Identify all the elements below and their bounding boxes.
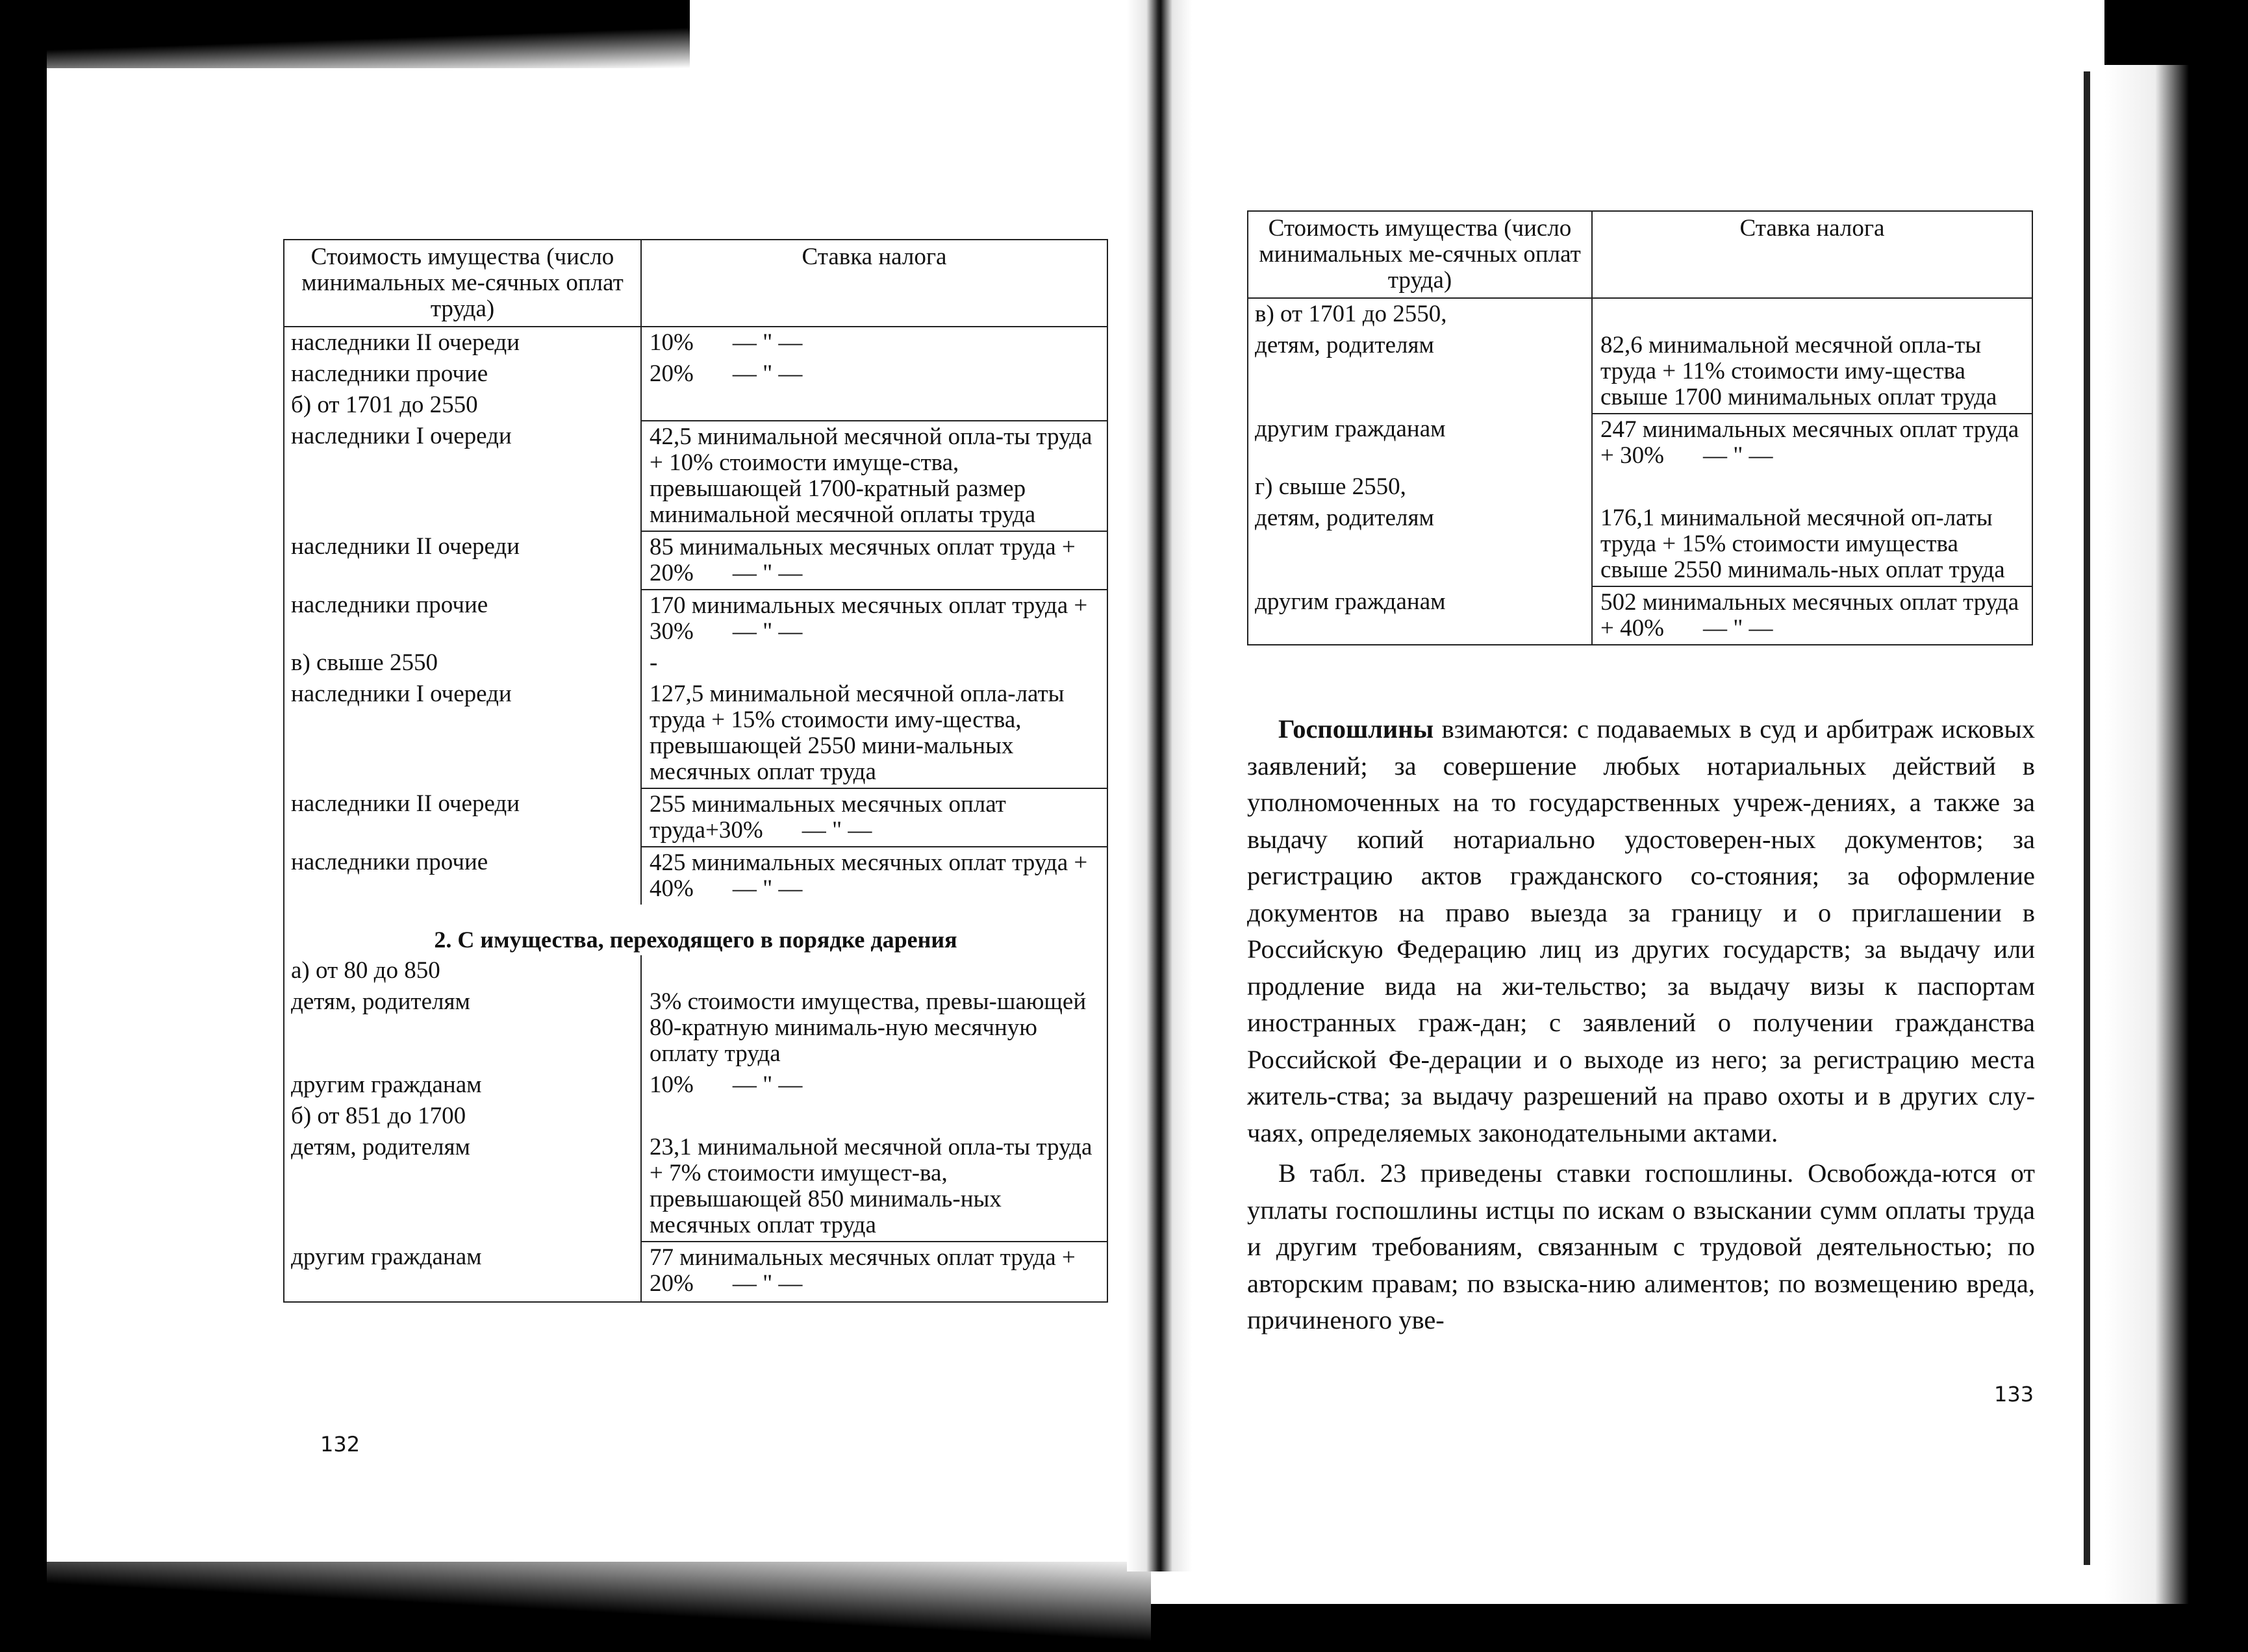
row-value bbox=[641, 590, 1107, 647]
row-label: наследники II очереди bbox=[284, 327, 641, 358]
rate-text-tail: стоимости иму-щества свыше 1700 минимальных оплат труда bbox=[1600, 358, 1997, 410]
header-property-value: Стоимость имущества (число минимальных ме-сячных оплат труда) bbox=[284, 240, 641, 327]
row-value bbox=[641, 1070, 1107, 1101]
row-value bbox=[1592, 330, 2032, 414]
row-label: г) свыше 2550, bbox=[1248, 471, 1592, 503]
row-label: наследники II очереди bbox=[284, 531, 641, 590]
row-label: б) от 1701 до 2550 bbox=[284, 390, 641, 421]
rate-text: 77 минимальных месячных оплат труда + 20% bbox=[650, 1244, 1076, 1297]
table-row bbox=[284, 590, 1107, 647]
body-text bbox=[1247, 711, 2035, 1339]
ditto-mark: — " — bbox=[1702, 442, 1773, 469]
rate-text: 170 минимальных месячных оплат труда + 30% bbox=[650, 592, 1088, 645]
table-row bbox=[284, 1101, 1107, 1132]
row-value: 23,1 минимальной месячной опла-ты труда + 7% стоимости имущест-ва, превышающей 850 минималь-ных месячных оплат труда bbox=[641, 1132, 1107, 1242]
paragraph-text: взимаются: с подаваемых в суд и арбитраж исковых заявлений; за совершение любых нотариальных действий в уполномоченных на то государственных учреж-дениях, а также за выдачу копий нотариально удостоверен-ных документов; за регистрацию актов гражданского со-стояния; за оформление документов на право выезда за границу и о приглашении в Российскую Федерацию лиц из других государств; за выдачу или продление вида на жи-тельство; за выдачу визы к паспортам иностранных граж-дан; с заявлений о получении гражданства Российской Фе-дерации и о выходе из него; за регистрацию места житель-ства; за выдачу разрешений на право охоты и в других слу-чаях, определяемых законодательными актами. bbox=[1247, 714, 2035, 1147]
row-label: другим гражданам bbox=[1248, 586, 1592, 645]
row-value: 127,5 минимальной месячной опла-латы труда + 15% стоимости иму-щества, превышающей 2550 мини-мальных месячных оплат труда bbox=[641, 679, 1107, 788]
row-label: наследники II очереди bbox=[284, 788, 641, 847]
header-property-value: Стоимость имущества (число минимальных ме-сячных оплат труда) bbox=[1248, 211, 1592, 298]
header-tax-rate: Ставка налога bbox=[641, 240, 1107, 327]
row-value: 42,5 минимальной месячной опла-ты труда + 10% стоимости имуще-ства, превышающей 1700-кратный размер минимальной месячной оплаты труда bbox=[641, 421, 1107, 531]
ditto-mark: — " — bbox=[732, 1071, 803, 1098]
book-gutter bbox=[1127, 0, 1192, 1571]
section-title-gift: 2. С имущества, переходящего в порядке дарения bbox=[284, 905, 1107, 955]
rate-text: 10% bbox=[650, 329, 694, 356]
header-tax-rate: Ставка налога bbox=[1592, 211, 2032, 298]
row-label: наследники прочие bbox=[284, 358, 641, 390]
table-row bbox=[1248, 330, 2032, 414]
table-row bbox=[284, 955, 1107, 986]
row-value bbox=[1592, 298, 2032, 330]
paragraph-table-ref: В табл. 23 приведены ставки госпошлины. Освобожда-ются от уплаты госпошлины истцы по искам о взыскании сумм оплаты труда и другим требованиям, связанным с трудовой деятельностью; по авторским правам; по взыска-нию алиментов; по возмещению вреда, причиненого уве- bbox=[1247, 1158, 2035, 1334]
ditto-mark: — " — bbox=[732, 618, 803, 645]
table-row bbox=[284, 847, 1107, 905]
row-label: наследники I очереди bbox=[284, 421, 641, 531]
rate-text: 255 минимальных месячных оплат труда+30% bbox=[650, 791, 1006, 844]
table-row bbox=[284, 327, 1107, 358]
row-value bbox=[641, 358, 1107, 390]
scan-shadow-top bbox=[47, 0, 690, 68]
row-value bbox=[641, 847, 1107, 905]
row-label: б) от 851 до 1700 bbox=[284, 1101, 641, 1132]
right-page-edge bbox=[2084, 71, 2090, 1565]
ditto-mark: — " — bbox=[802, 817, 872, 844]
row-label: наследники прочие bbox=[284, 847, 641, 905]
table-row bbox=[284, 679, 1107, 788]
rate-text: 85 минимальных месячных оплат труда + 20% bbox=[650, 534, 1076, 586]
row-label: детям, родителям bbox=[1248, 330, 1592, 414]
row-value: - bbox=[641, 647, 1107, 679]
rate-text: 247 минимальных месячных оплат труда + 30% bbox=[1600, 416, 2019, 469]
row-value bbox=[641, 955, 1107, 986]
rate-text: 425 минимальных месячных оплат труда + 40% bbox=[650, 849, 1088, 902]
row-label: детям, родителям bbox=[284, 986, 641, 1070]
row-label: а) от 80 до 850 bbox=[284, 955, 641, 986]
tax-rate-table-right bbox=[1247, 210, 2033, 645]
table-row bbox=[284, 390, 1107, 421]
paragraph-state-fees bbox=[1247, 711, 2035, 1151]
table-row bbox=[1248, 471, 2032, 503]
row-label: другим гражданам bbox=[284, 1242, 641, 1302]
ditto-mark: — " — bbox=[732, 875, 803, 902]
row-label: другим гражданам bbox=[1248, 414, 1592, 471]
ditto-mark: — " — bbox=[732, 560, 803, 586]
table-row bbox=[284, 421, 1107, 531]
rate-text: 176,1 минимальной месячной оп-латы труда + 15% bbox=[1600, 505, 1993, 557]
tax-rate-table-left bbox=[283, 239, 1108, 1303]
ditto-mark: — " — bbox=[732, 360, 803, 387]
row-label: детям, родителям bbox=[1248, 503, 1592, 586]
ditto-mark: — " — bbox=[1702, 615, 1773, 642]
table-row bbox=[284, 1242, 1107, 1302]
scan-border-left bbox=[0, 0, 47, 1652]
rate-text: 10% bbox=[650, 1071, 694, 1098]
table-row bbox=[1248, 298, 2032, 330]
row-value: 3% стоимости имущества, превы-шающей 80-кратную минималь-ную месячную оплату труда bbox=[641, 986, 1107, 1070]
table-row bbox=[284, 788, 1107, 847]
row-value bbox=[641, 531, 1107, 590]
table-row bbox=[1248, 586, 2032, 645]
row-value bbox=[1592, 414, 2032, 471]
table-row bbox=[1248, 503, 2032, 586]
scan-border-right bbox=[2186, 0, 2248, 1652]
page-number-right: 133 bbox=[1994, 1382, 2034, 1407]
row-value bbox=[641, 390, 1107, 421]
table-row bbox=[284, 1070, 1107, 1101]
row-label: в) свыше 2550 bbox=[284, 647, 641, 679]
row-value bbox=[1592, 471, 2032, 503]
row-value bbox=[641, 788, 1107, 847]
table-row bbox=[284, 358, 1107, 390]
row-value bbox=[1592, 503, 2032, 586]
table-row bbox=[1248, 414, 2032, 471]
rate-text: 82,6 минимальной месячной опла-ты труда + 11% bbox=[1600, 332, 1982, 384]
page-number-left: 132 bbox=[320, 1432, 360, 1457]
row-value bbox=[1592, 586, 2032, 645]
row-label: наследники I очереди bbox=[284, 679, 641, 788]
rate-text-tail: стоимости имущества свыше 2550 минималь-ных оплат труда bbox=[1600, 531, 2005, 583]
ditto-mark: — " — bbox=[732, 329, 803, 356]
term-state-fees: Госпошлины bbox=[1278, 714, 1434, 744]
table-row bbox=[284, 986, 1107, 1070]
scan-shadow-bottom bbox=[47, 1557, 1151, 1652]
row-label: детям, родителям bbox=[284, 1132, 641, 1242]
table-row bbox=[284, 647, 1107, 679]
ditto-mark: — " — bbox=[732, 1270, 803, 1297]
row-label: другим гражданам bbox=[284, 1070, 641, 1101]
row-value bbox=[641, 1101, 1107, 1132]
rate-text: 20% bbox=[650, 360, 694, 387]
table-row bbox=[284, 531, 1107, 590]
row-value bbox=[641, 1242, 1107, 1302]
rate-text: 502 минимальных месячных оплат труда + 40% bbox=[1600, 589, 2019, 642]
page-edge-shadow bbox=[2104, 65, 2189, 1604]
row-value bbox=[641, 327, 1107, 358]
row-label: в) от 1701 до 2550, bbox=[1248, 298, 1592, 330]
row-label: наследники прочие bbox=[284, 590, 641, 647]
table-row bbox=[284, 1132, 1107, 1242]
